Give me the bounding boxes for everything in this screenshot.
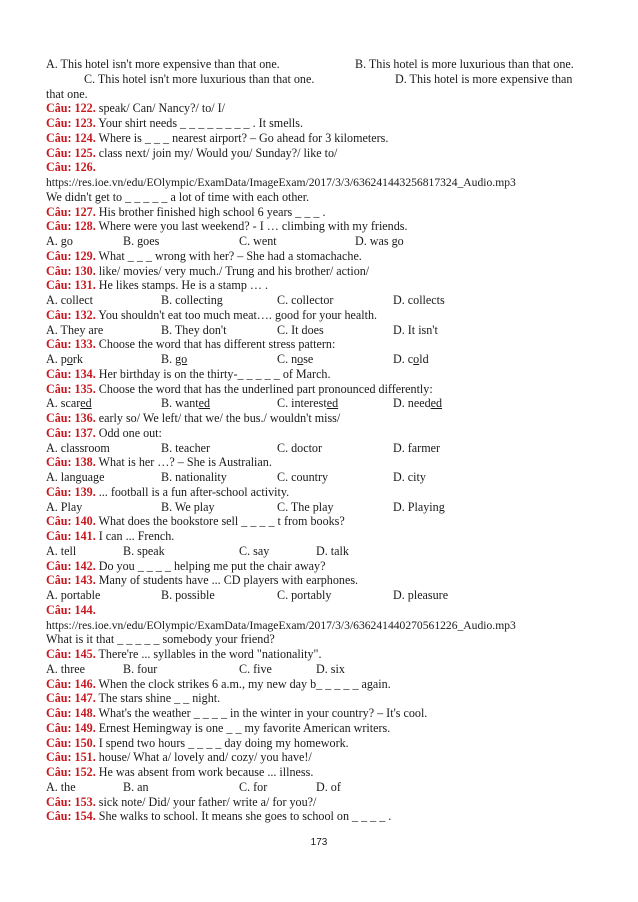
- question-line: [46, 809, 606, 824]
- option-text-part: D. c: [393, 352, 414, 366]
- answer-option: D. It isn't: [393, 322, 438, 337]
- question-number: Câu: 135.: [46, 381, 96, 396]
- question-number: Câu: 153.: [46, 794, 96, 809]
- question-line: [46, 677, 606, 692]
- question-number: Câu: 147.: [46, 691, 96, 706]
- answer-option: B. goes: [123, 234, 160, 248]
- question-text: house/ What a/ lovely and/ cozy/ you have!/: [95, 750, 312, 765]
- underlined-part: ed: [198, 396, 211, 411]
- answer-options-row: [46, 662, 606, 677]
- answer-option: A. portable: [46, 588, 101, 602]
- answer-option: C. country: [277, 470, 329, 484]
- option-text-part: D. need: [393, 396, 431, 411]
- answer-option: C. went: [239, 234, 277, 248]
- answer-options-row: [46, 323, 606, 338]
- question-line: [46, 249, 606, 264]
- question-line: [46, 205, 606, 220]
- question-number: Câu: 126.: [46, 160, 96, 175]
- question-number: Câu: 142.: [46, 558, 96, 573]
- question-text: She walks to school. It means she goes to school on _ _ _ _ .: [95, 809, 392, 824]
- question-number: Câu: 144.: [46, 602, 96, 617]
- answer-option: C. for: [239, 779, 268, 794]
- question-number: Câu: 152.: [46, 765, 96, 779]
- question-number: Câu: 125.: [46, 145, 96, 160]
- question-number: Câu: 139.: [46, 484, 96, 499]
- answer-option: [277, 352, 313, 367]
- answer-option: C. five: [239, 661, 272, 676]
- answer-option: B. They don't: [161, 322, 227, 337]
- question-text: What does the bookstore sell _ _ _ _ t from books?: [95, 514, 345, 529]
- answer-option: A. classroom: [46, 440, 110, 455]
- question-line: [46, 146, 606, 161]
- question-number: Câu: 146.: [46, 676, 96, 691]
- question-number: Câu: 129.: [46, 248, 96, 263]
- question-text: sick note/ Did/ your father/ write a/ for you?/: [95, 794, 317, 809]
- question-text: There're ... syllables in the word "nationality".: [95, 647, 322, 661]
- question-number: Câu: 145.: [46, 647, 96, 661]
- question-line: [46, 131, 606, 146]
- answer-option: B. an: [123, 779, 149, 794]
- question-line: [46, 219, 606, 234]
- option-text-part: rk: [72, 352, 83, 366]
- question-number: Câu: 150.: [46, 735, 96, 750]
- question-line: [46, 736, 606, 751]
- question-line: [46, 691, 606, 706]
- answer-options-row: [46, 57, 606, 72]
- question-line: [46, 308, 606, 323]
- question-line: [46, 101, 606, 116]
- question-line: [46, 264, 606, 279]
- answer-option: D. of: [316, 779, 341, 794]
- question-number: Câu: 151.: [46, 750, 96, 765]
- question-line: [46, 603, 606, 618]
- answer-options-row: [46, 293, 606, 308]
- question-text: Many of students have ... CD players with earphones.: [95, 573, 359, 588]
- question-number: Câu: 134.: [46, 366, 96, 381]
- underlined-part: ed: [326, 396, 339, 411]
- question-text: His brother finished high school 6 years _ _ _ .: [95, 204, 326, 219]
- option-text-part: B. want: [161, 396, 199, 411]
- question-text: Choose the word that has the underlined part pronounced differently:: [95, 381, 433, 396]
- question-text: Your shirt needs _ _ _ _ _ _ _ _ . It smells.: [95, 116, 304, 130]
- question-line: [46, 278, 606, 293]
- question-text: He was absent from work because ... illness.: [95, 765, 314, 779]
- option-text-part: C. n: [277, 352, 298, 366]
- question-text: class next/ join my/ Would you/ Sunday?/ like to/: [95, 145, 338, 160]
- answer-option: [161, 352, 187, 367]
- question-line: [46, 382, 606, 397]
- question-text: Where is _ _ _ nearest airport? – Go ahead for 3 kilometers.: [95, 130, 389, 145]
- answer-option: B. nationality: [161, 470, 227, 484]
- answer-options-row: [46, 500, 606, 515]
- underlined-part: o: [413, 352, 420, 366]
- question-number: Câu: 128.: [46, 219, 96, 234]
- option-text-part: A. p: [46, 352, 67, 366]
- question-number: Câu: 136.: [46, 411, 96, 425]
- audio-url-line: [46, 175, 606, 190]
- answer-options-row: [46, 441, 606, 456]
- answer-option: D. Playing: [393, 499, 445, 514]
- question-number: Câu: 154.: [46, 809, 96, 824]
- answer-option: C. portably: [277, 588, 332, 602]
- question-number: Câu: 124.: [46, 130, 96, 145]
- question-number: Câu: 141.: [46, 529, 96, 543]
- answer-option: A. Play: [46, 499, 83, 514]
- answer-option: A. the: [46, 779, 76, 794]
- answer-option: C. The play: [277, 499, 334, 514]
- answer-option: C. collector: [277, 293, 334, 307]
- question-line: [46, 750, 606, 765]
- answer-option: C. This hotel isn't more luxurious than that one.: [84, 71, 315, 86]
- question-text: speak/ Can/ Nancy?/ to/ I/: [95, 101, 226, 116]
- answer-options-row: [46, 72, 606, 87]
- underlined-part: o: [297, 352, 304, 366]
- question-number: Câu: 138.: [46, 455, 96, 470]
- question-number: Câu: 130.: [46, 263, 96, 278]
- answer-option: D. city: [393, 470, 426, 484]
- body-text: that one.: [46, 86, 88, 101]
- answer-option: A. They are: [46, 322, 104, 337]
- question-text: What _ _ _ wrong with her? – She had a stomachache.: [95, 248, 362, 263]
- question-number: Câu: 133.: [46, 337, 96, 352]
- answer-option: A. go: [46, 234, 73, 248]
- question-text: Her birthday is on the thirty-_ _ _ _ _ of March.: [95, 366, 331, 381]
- option-text-part: se: [303, 352, 314, 366]
- answer-option: C. doctor: [277, 440, 323, 455]
- answer-option: [161, 396, 210, 411]
- option-text-part: B.: [161, 352, 176, 366]
- answer-option: [46, 352, 83, 367]
- answer-options-row: [46, 544, 606, 559]
- audio-url-line: [46, 618, 606, 633]
- answer-option: D. pleasure: [393, 588, 449, 602]
- answer-option: A. three: [46, 661, 85, 676]
- text-line: [46, 190, 606, 205]
- audio-url[interactable]: https://res.ioe.vn/edu/EOlympic/ExamData/ImageExam/2017/3/3/636241443256817324_Audio.mp3: [46, 176, 516, 189]
- answer-option: C. It does: [277, 322, 324, 337]
- question-number: Câu: 140.: [46, 514, 96, 529]
- text-line: [46, 87, 606, 102]
- question-number: Câu: 127.: [46, 204, 96, 219]
- question-number: Câu: 122.: [46, 101, 96, 116]
- question-text: What's the weather _ _ _ _ in the winter in your country? – It's cool.: [95, 706, 428, 720]
- answer-option: D. six: [316, 661, 345, 676]
- question-text: I spend two hours _ _ _ _ day doing my homework.: [95, 735, 349, 750]
- question-text: The stars shine _ _ night.: [95, 691, 221, 706]
- answer-option: B. We play: [161, 499, 215, 514]
- option-text-part: C. interest: [277, 396, 327, 411]
- question-text: Odd one out:: [95, 425, 162, 440]
- question-line: [46, 706, 606, 721]
- question-text: Choose the word that has different stress pattern:: [95, 337, 336, 352]
- option-text-part: ld: [419, 352, 429, 366]
- question-number: Câu: 148.: [46, 706, 96, 720]
- answer-options-row: [46, 588, 606, 603]
- question-line: [46, 411, 606, 426]
- body-text: What is it that _ _ _ _ _ somebody your friend?: [46, 632, 275, 647]
- answer-option: [46, 396, 92, 411]
- underlined-part: o: [66, 352, 73, 366]
- answer-option: [393, 352, 429, 367]
- underlined-part: ed: [430, 396, 443, 411]
- answer-option: [277, 396, 338, 411]
- option-text-part: A. scar: [46, 396, 81, 411]
- question-number: Câu: 131.: [46, 278, 96, 293]
- body-text: We didn't get to _ _ _ _ _ a lot of time with each other.: [46, 189, 310, 204]
- question-number: Câu: 149.: [46, 720, 96, 735]
- answer-options-row: [46, 396, 606, 411]
- question-line: [46, 573, 606, 588]
- question-text: You shouldn't eat too much meat…. good for your health.: [95, 307, 378, 322]
- question-line: [46, 455, 606, 470]
- question-text: like/ movies/ very much./ Trung and his brother/ action/: [95, 263, 370, 278]
- answer-option: B. speak: [123, 543, 165, 558]
- question-line: [46, 765, 606, 780]
- question-number: Câu: 143.: [46, 573, 96, 588]
- question-line: [46, 795, 606, 810]
- question-line: [46, 721, 606, 736]
- answer-option: D. was go: [355, 234, 404, 248]
- answer-option: [393, 396, 442, 411]
- question-line: [46, 337, 606, 352]
- answer-option: B. collecting: [161, 293, 223, 307]
- answer-option: D. This hotel is more expensive than: [395, 71, 573, 86]
- question-line: [46, 367, 606, 382]
- text-line: [46, 632, 606, 647]
- question-line: [46, 116, 606, 131]
- answer-option: B. teacher: [161, 440, 211, 455]
- question-text: I can ... French.: [95, 529, 175, 543]
- question-line: [46, 559, 606, 574]
- answer-option: C. say: [239, 543, 270, 558]
- underlined-part: ed: [80, 396, 92, 411]
- underlined-part: go: [175, 352, 188, 366]
- question-number: Câu: 137.: [46, 425, 96, 440]
- answer-options-row: [46, 470, 606, 485]
- question-text: Do you _ _ _ _ helping me put the chair away?: [95, 558, 326, 573]
- document-body: [46, 57, 606, 824]
- question-line: [46, 426, 606, 441]
- question-number: Câu: 132.: [46, 307, 96, 322]
- question-text: early so/ We left/ that we/ the bus./ wouldn't miss/: [95, 411, 341, 425]
- question-text: ... football is a fun after-school activity.: [95, 484, 290, 499]
- answer-option: A. language: [46, 470, 105, 484]
- answer-option: A. tell: [46, 543, 77, 558]
- answer-option: A. collect: [46, 293, 94, 307]
- answer-option: B. This hotel is more luxurious than that one.: [355, 57, 574, 71]
- answer-options-row: [46, 780, 606, 795]
- answer-option: D. collects: [393, 293, 445, 307]
- answer-option: D. farmer: [393, 440, 441, 455]
- page-number: 173: [310, 837, 328, 848]
- question-text: Ernest Hemingway is one _ _ my favorite American writers.: [95, 720, 391, 735]
- question-number: Câu: 123.: [46, 116, 96, 130]
- answer-option: B. four: [123, 661, 158, 676]
- question-text: He likes stamps. He is a stamp … .: [95, 278, 269, 293]
- question-text: What is her …? – She is Australian.: [95, 455, 272, 470]
- audio-url[interactable]: https://res.ioe.vn/edu/EOlympic/ExamData/ImageExam/2017/3/3/636241440270561226_Audio.mp3: [46, 618, 516, 632]
- question-line: [46, 647, 606, 662]
- answer-options-row: [46, 234, 606, 249]
- answer-option: A. This hotel isn't more expensive than that one.: [46, 57, 280, 71]
- question-line: [46, 514, 606, 529]
- answer-options-row: [46, 352, 606, 367]
- question-line: [46, 529, 606, 544]
- question-line: [46, 160, 606, 175]
- question-text: When the clock strikes 6 a.m., my new day b_ _ _ _ _ again.: [95, 676, 391, 691]
- answer-option: B. possible: [161, 588, 215, 602]
- question-text: Where were you last weekend? - I … climbing with my friends.: [95, 219, 408, 234]
- answer-option: D. talk: [316, 543, 349, 558]
- question-line: [46, 485, 606, 500]
